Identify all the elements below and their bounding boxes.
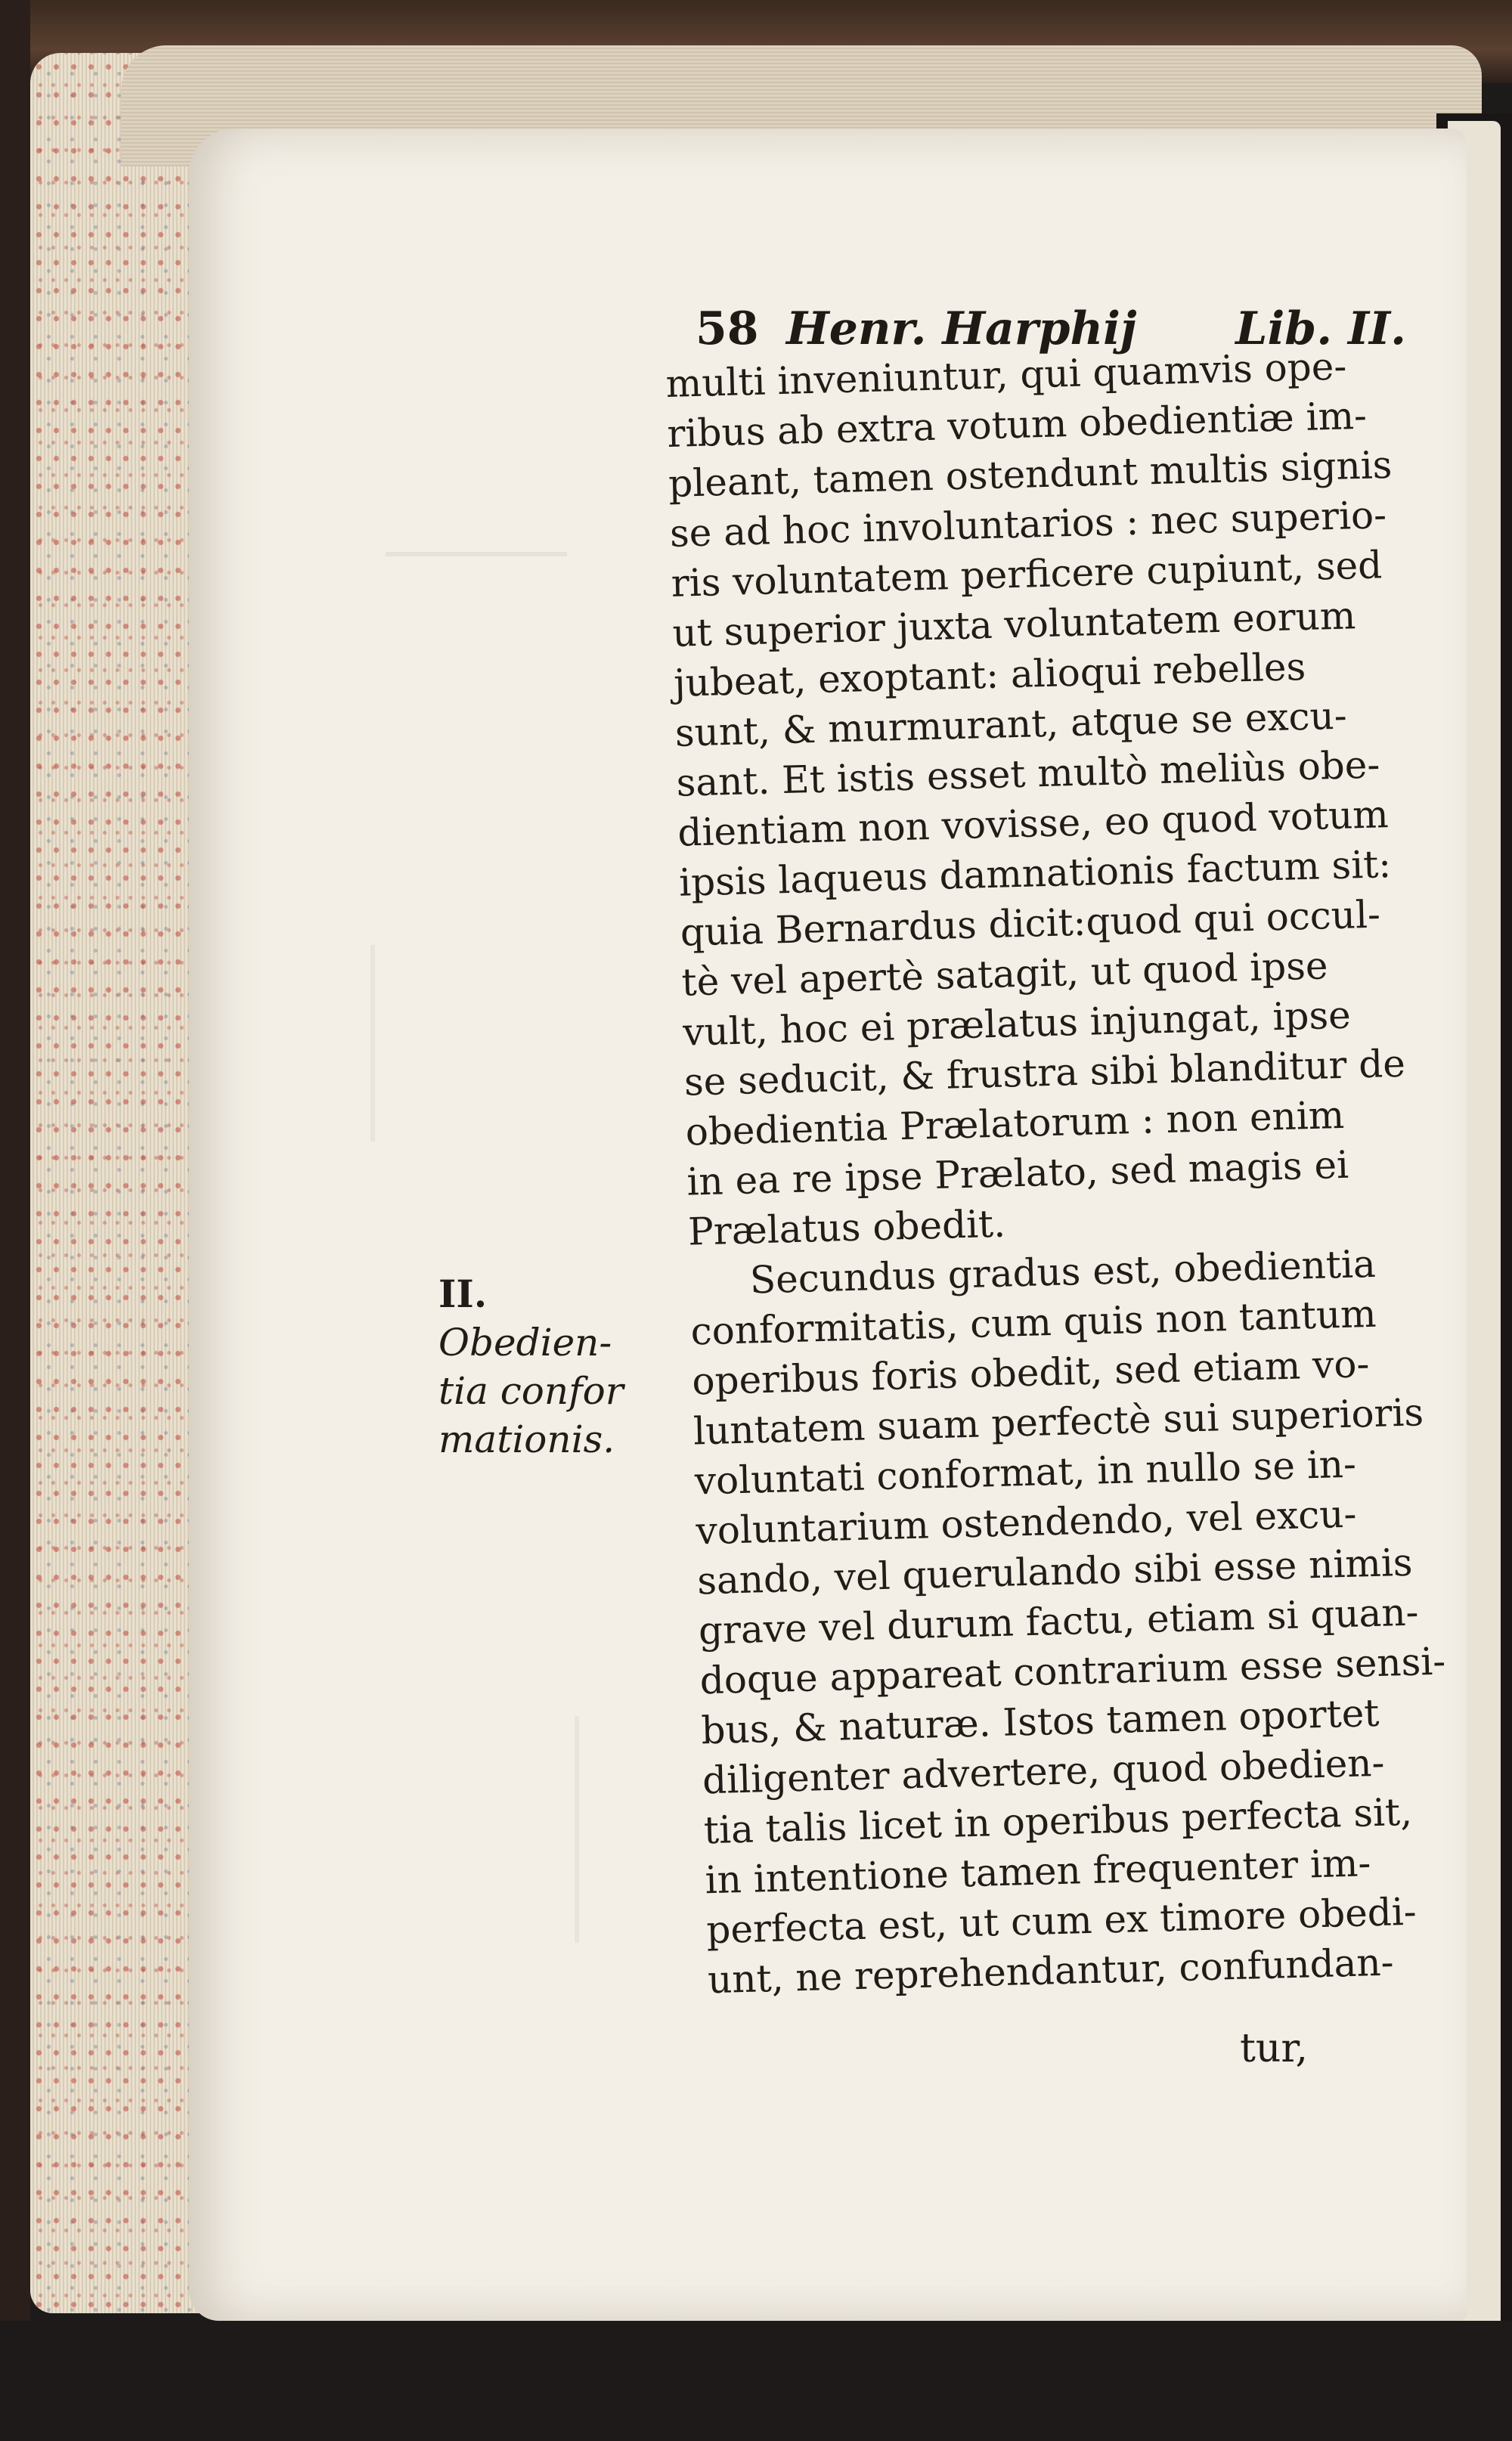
running-head-book: Lib. II. [1235, 302, 1406, 355]
text-line: perfecta est, ut cum ex timore obedi- [705, 1889, 1418, 1953]
text-line: voluntarium ostendendo, vel excu- [695, 1492, 1358, 1554]
marginal-note-line: Obedien- [438, 1321, 612, 1365]
text-line: conformitatis, cum quis non tantum [689, 1291, 1377, 1354]
text-line: jubeat, exoptant: alioqui rebelles [673, 644, 1306, 705]
text-line: luntatem suam perfectè sui superioris [692, 1390, 1424, 1454]
text-line: unt, ne reprehendantur, confundan- [707, 1940, 1395, 2003]
text-line: ipsis laqueus damnationis factum sit: [678, 842, 1392, 905]
marginal-note-line: mationis. [438, 1417, 615, 1461]
text-line: obedientia Prælatorum : non enim [685, 1092, 1345, 1154]
text-line: se ad hoc involuntarios : nec superio- [669, 493, 1387, 556]
body-text [665, 339, 1479, 2005]
text-line: diligenter advertere, quod obedien- [702, 1740, 1386, 1803]
text-line: se seducit, & frustra sibi blanditur de [683, 1041, 1406, 1104]
catchword: tur, [1240, 2026, 1309, 2071]
text-line: grave vel durum factu, etiam si quan- [698, 1590, 1420, 1653]
text-line: quia Bernardus dicit:quod qui occul- [680, 892, 1381, 955]
text-line: bus, & naturæ. Istos tamen oportet [700, 1690, 1380, 1753]
text-line: operibus foris obedit, sed etiam vo- [691, 1342, 1371, 1404]
text-line: sunt, & murmurant, atque se excu- [674, 693, 1348, 755]
text-line: in ea re ipse Prælato, sed magis ei [686, 1142, 1349, 1204]
text-line: Prælatus obedit. [687, 1201, 1006, 1254]
text-line: tia talis licet in operibus perfecta sit, [703, 1789, 1413, 1853]
bleed-through-mark [370, 945, 572, 1142]
text-line: ribus ab extra votum obedientiæ im- [666, 393, 1368, 456]
text-line: ut superior juxta voluntatem eorum [671, 593, 1356, 655]
text-line: in intentione tamen frequenter im- [704, 1841, 1371, 1903]
text-line: Secundus gradus est, obedientia [749, 1241, 1377, 1303]
text-line: dientiam non vovisse, eo quod votum [677, 792, 1390, 855]
book-spine [0, 0, 30, 2441]
bleed-through-mark [378, 1716, 579, 1943]
bleed-through-mark [386, 552, 567, 647]
text-line: sando, vel querulando sibi esse nimis [696, 1540, 1414, 1603]
text-line: vult, hoc ei prælatus injungat, ipse [682, 993, 1352, 1055]
text-line: multi inveniuntur, qui quamvis ope- [665, 344, 1347, 406]
text-line: doque appareat contrarium esse sensi- [699, 1639, 1446, 1703]
text-line: sant. Et istis esset multò meliùs obe- [675, 742, 1380, 805]
page-number: 58 [696, 302, 759, 355]
marginal-note [438, 1270, 665, 1464]
marginal-note-line: tia confor [438, 1369, 624, 1413]
text-line: ris voluntatem perficere cupiunt, sed [671, 543, 1383, 606]
text-line: voluntati conformat, in nullo se in- [694, 1442, 1357, 1504]
text-line: pleant, tamen ostendunt multis signis [668, 442, 1393, 506]
text-line: tè vel apertè satagit, ut quod ipse [680, 943, 1329, 1005]
bottom-background [0, 2321, 1512, 2441]
running-head-author: Henr. Harphij [786, 302, 1137, 355]
marginal-note-number: II. [438, 1272, 488, 1316]
